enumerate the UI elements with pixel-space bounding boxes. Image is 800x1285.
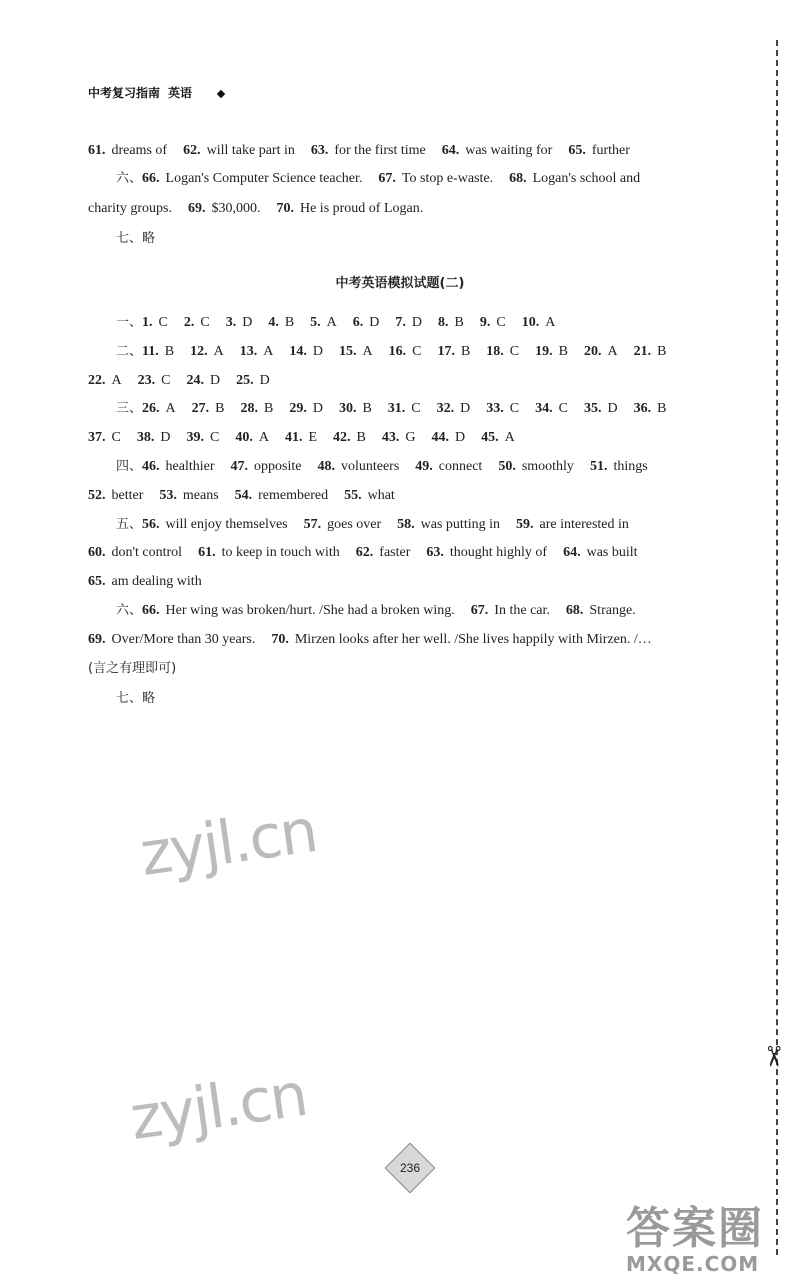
answer-line	[88, 631, 668, 649]
question-number: 13.	[239, 343, 258, 359]
answer-item	[88, 632, 255, 647]
answer-line-66-68	[116, 170, 656, 188]
answer-text: better	[111, 487, 144, 503]
answer-line	[116, 516, 645, 534]
question-number: 26.	[142, 401, 160, 417]
answer-text: A	[362, 343, 373, 359]
answer-text: To stop e-waste.	[401, 171, 494, 186]
answer-text: was built	[586, 545, 638, 561]
answer-text: C	[200, 315, 210, 330]
answer-text: In the car.	[494, 603, 550, 618]
question-number: 51.	[589, 459, 608, 474]
answer-item	[415, 459, 482, 474]
question-number: 48.	[317, 459, 335, 474]
question-number: 66.	[142, 603, 160, 618]
answer-text: am dealing with	[111, 574, 202, 590]
question-number: 55.	[344, 487, 362, 503]
section-label: 五、	[116, 516, 143, 532]
answer-item	[310, 315, 337, 330]
answer-text: C	[411, 401, 421, 417]
question-number: 67.	[378, 171, 396, 186]
answer-item	[235, 430, 269, 445]
question-number: 59.	[516, 516, 534, 532]
answer-item	[235, 488, 328, 503]
answer-item	[183, 143, 295, 158]
answer-text: B	[215, 401, 225, 417]
answer-text: don't control	[111, 545, 183, 561]
answer-text: Mirzen looks after her well. /She lives happily with Mirzen. /…	[294, 631, 652, 647]
answer-line	[116, 343, 682, 361]
answer-item	[388, 401, 421, 416]
section-label: 一、	[116, 315, 143, 330]
section-label: 四、	[116, 459, 143, 474]
question-number: 36.	[633, 401, 652, 417]
question-number: 54.	[234, 487, 253, 503]
answer-text: C	[161, 372, 171, 388]
answer-text: Over/More than 30 years.	[111, 631, 256, 647]
question-number: 29.	[289, 401, 307, 417]
answer-item	[236, 373, 270, 388]
answer-text: C	[209, 430, 220, 446]
answer-text: A	[213, 343, 224, 359]
answer-item	[186, 373, 220, 388]
answer-text: D	[312, 401, 323, 417]
question-number: 61.	[198, 545, 216, 561]
answer-text: B	[657, 343, 667, 359]
answer-line	[88, 487, 411, 505]
question-number: 65.	[88, 574, 106, 590]
question-number: 37.	[88, 430, 106, 446]
answer-text: C	[509, 401, 520, 417]
question-number: 33.	[486, 401, 504, 417]
question-number: 49.	[415, 459, 433, 474]
answer-item	[486, 401, 519, 416]
answer-item	[353, 315, 380, 330]
section-label: 六、	[116, 171, 143, 186]
answer-item	[271, 632, 651, 647]
answer-item	[438, 315, 464, 330]
answer-text: was waiting for	[465, 143, 553, 158]
question-number: 24.	[186, 372, 204, 388]
question-number: 20.	[583, 343, 602, 359]
answer-text: D	[411, 315, 423, 330]
answer-item	[311, 143, 426, 158]
question-number: 10.	[521, 315, 540, 330]
question-number: 4.	[268, 315, 279, 330]
answer-text: connect	[438, 459, 483, 474]
stamp-url: MXQE.COM	[626, 1252, 760, 1276]
watermark: zyjl.cn	[135, 796, 321, 890]
scissors-icon: ✂	[757, 1044, 791, 1069]
question-number: 6.	[352, 315, 364, 330]
answer-item	[471, 603, 550, 618]
question-number: 46.	[142, 459, 160, 474]
answer-item	[566, 603, 636, 618]
answer-text: volunteers	[340, 459, 400, 474]
answer-text: B	[356, 430, 366, 446]
note-reasonable: (言之有理即可)	[88, 661, 177, 676]
watermark-2: zyjl.cn	[125, 1060, 311, 1154]
answer-text: E	[308, 430, 317, 446]
answer-text: will enjoy themselves	[165, 516, 288, 532]
answer-item	[159, 488, 218, 503]
question-number: 34.	[535, 401, 553, 417]
answer-text: things	[613, 459, 648, 474]
answer-text: B	[263, 401, 274, 417]
answer-item	[88, 574, 202, 589]
question-number: 56.	[142, 516, 160, 532]
answer-text: Her wing was broken/hurt. /She had a broken wing.	[165, 603, 455, 618]
answer-text: Logan's school and	[532, 171, 641, 186]
answer-item	[516, 517, 629, 532]
question-number: 27.	[191, 401, 210, 417]
diamond-icon	[217, 90, 225, 98]
answer-line	[88, 544, 654, 562]
answer-item	[268, 315, 294, 330]
question-number: 53.	[159, 487, 177, 503]
question-number: 1.	[142, 315, 153, 330]
answer-item	[88, 143, 167, 158]
question-number: 35.	[583, 401, 602, 417]
question-number: 38.	[136, 430, 155, 446]
answer-item	[584, 401, 618, 416]
answer-item	[344, 488, 395, 503]
question-number: 14.	[289, 343, 307, 359]
question-number: 32.	[436, 401, 455, 417]
answer-item	[481, 430, 515, 445]
question-number: 69.	[88, 631, 106, 647]
answer-item	[317, 459, 399, 474]
answer-text: A	[545, 315, 556, 330]
answer-item	[142, 517, 288, 532]
answer-text: C	[496, 315, 506, 330]
answer-item	[356, 545, 411, 560]
answer-text: D	[242, 315, 253, 330]
answer-item	[389, 344, 422, 359]
answer-item	[426, 545, 547, 560]
answer-line	[88, 573, 218, 591]
answer-item	[437, 401, 471, 416]
question-number: 43.	[381, 430, 400, 446]
answer-item	[634, 401, 667, 416]
answer-text: what	[367, 487, 395, 503]
answer-item	[563, 545, 637, 560]
answer-item	[498, 459, 574, 474]
answer-line	[116, 400, 682, 418]
question-number: 16.	[388, 343, 407, 359]
answer-item	[285, 430, 317, 445]
section-label: 三、	[116, 401, 143, 417]
answer-text: remembered	[258, 487, 329, 503]
exam-title: 中考英语模拟试题(二)	[335, 276, 465, 291]
answer-line	[116, 314, 571, 332]
answer-item	[88, 373, 122, 388]
answer-line-61-65	[88, 142, 646, 160]
running-header	[88, 84, 192, 101]
answer-line	[88, 372, 286, 390]
answer-text: faster	[379, 545, 411, 561]
answer-line	[116, 458, 664, 476]
answer-text: opposite	[254, 459, 302, 474]
question-number: 50.	[498, 459, 516, 474]
answer-item	[88, 430, 121, 445]
answer-text: B	[657, 401, 667, 417]
question-number: 40.	[235, 430, 253, 446]
question-number: 39.	[186, 430, 204, 446]
question-number: 23.	[137, 372, 156, 388]
answer-item	[142, 171, 362, 186]
answer-text: are interested in	[539, 516, 629, 532]
answer-text: D	[259, 372, 270, 388]
answer-text: dreams of	[111, 143, 168, 158]
answer-item	[138, 373, 171, 388]
question-number: 57.	[303, 516, 322, 532]
question-number: 68.	[509, 171, 527, 186]
answer-text: goes over	[327, 516, 382, 532]
answer-text: D	[160, 430, 171, 446]
question-number: 69.	[187, 201, 206, 216]
question-number: 63.	[310, 143, 329, 158]
question-number: 31.	[387, 401, 406, 417]
answer-text: means	[182, 487, 219, 503]
answer-item	[509, 171, 640, 186]
answer-item	[192, 401, 225, 416]
answer-text: D	[369, 315, 380, 330]
answer-item	[289, 401, 323, 416]
page-number-badge	[385, 1143, 436, 1194]
answer-line-69-70	[88, 200, 439, 218]
answer-text: G	[405, 430, 416, 446]
answer-item	[431, 430, 465, 445]
question-number: 18.	[486, 343, 504, 359]
answer-item	[289, 344, 323, 359]
answer-text: thought highly of	[449, 545, 548, 561]
question-number: 65.	[568, 143, 586, 158]
answer-text: further	[591, 143, 630, 158]
question-number: 47.	[230, 459, 248, 474]
answer-text: C	[558, 401, 568, 417]
question-number: 30.	[338, 401, 357, 417]
question-number: 66.	[142, 171, 160, 186]
answer-item	[184, 315, 210, 330]
answer-item	[442, 143, 553, 158]
question-number: 42.	[333, 430, 351, 446]
question-number: 58.	[397, 516, 415, 532]
answer-text: A	[111, 372, 122, 388]
question-number: 5.	[310, 315, 321, 330]
answer-text: C	[158, 315, 168, 330]
answer-text: Strange.	[589, 603, 636, 618]
answer-item	[382, 430, 416, 445]
answer-item	[584, 344, 618, 359]
answer-text: B	[460, 343, 471, 359]
answer-text: D	[209, 372, 221, 388]
answer-text: will take part in	[206, 143, 295, 158]
answer-item	[634, 344, 667, 359]
question-number: 45.	[481, 430, 499, 446]
answer-text: $30,000.	[211, 201, 261, 216]
answer-text: A	[607, 343, 618, 359]
question-number: 70.	[271, 631, 289, 647]
answer-text: A	[263, 343, 274, 359]
answer-item	[88, 545, 182, 560]
answer-item	[142, 315, 168, 330]
answer-item	[339, 344, 373, 359]
answer-item	[142, 344, 174, 359]
question-number: 12.	[190, 343, 208, 359]
answer-item	[142, 603, 455, 618]
section-7-omitted: 七、略	[116, 231, 156, 246]
question-number: 21.	[633, 343, 652, 359]
question-number: 68.	[565, 603, 584, 618]
answer-text: B	[362, 401, 372, 417]
answer-text: A	[326, 315, 337, 330]
question-number: 70.	[276, 201, 294, 216]
answer-item	[590, 459, 648, 474]
question-number: 3.	[225, 315, 237, 330]
cut-line	[776, 40, 778, 1255]
answer-item	[142, 459, 214, 474]
question-number: 25.	[236, 372, 254, 388]
answer-item	[397, 517, 500, 532]
subject-label: 英语	[168, 86, 193, 100]
answer-item	[333, 430, 366, 445]
answer-item	[378, 171, 493, 186]
answer-item	[88, 201, 172, 216]
question-number: 62.	[183, 143, 201, 158]
answer-line	[88, 429, 531, 447]
answer-text: D	[607, 401, 618, 417]
answer-item	[142, 401, 176, 416]
answer-line	[116, 602, 652, 620]
answer-text: A	[504, 430, 515, 446]
question-number: 67.	[470, 603, 489, 618]
question-number: 17.	[437, 343, 455, 359]
section-7-omitted-2: 七、略	[116, 691, 156, 706]
answer-text: D	[460, 401, 471, 417]
question-number: 15.	[338, 343, 357, 359]
question-number: 2.	[183, 315, 195, 330]
section-label: 六、	[116, 603, 143, 618]
question-number: 7.	[395, 315, 406, 330]
answer-text: A	[258, 430, 269, 446]
question-number: 9.	[479, 315, 491, 330]
question-number: 28.	[240, 401, 258, 417]
answer-text: C	[111, 430, 121, 446]
answer-text: C	[509, 343, 520, 359]
question-number: 60.	[88, 545, 106, 561]
answer-text: C	[412, 343, 422, 359]
answer-item	[188, 201, 261, 216]
question-number: 52.	[88, 487, 106, 503]
answer-text: to keep in touch with	[221, 545, 340, 561]
answer-item	[395, 315, 422, 330]
answer-text: B	[284, 315, 295, 330]
answer-item	[522, 315, 556, 330]
question-number: 19.	[535, 343, 553, 359]
answer-text: healthier	[165, 459, 215, 474]
answer-text: smoothly	[521, 459, 574, 474]
question-number: 63.	[426, 545, 444, 561]
answer-text: B	[164, 343, 175, 359]
answer-text: Logan's Computer Science teacher.	[165, 171, 363, 186]
answer-item	[240, 401, 273, 416]
answer-item	[339, 401, 372, 416]
question-number: 11.	[142, 343, 159, 359]
answer-item	[88, 488, 143, 503]
page-number: 236	[399, 1161, 421, 1175]
question-number: 22.	[88, 372, 106, 388]
stamp-text: 答案圈	[626, 1203, 764, 1254]
answer-item	[480, 315, 506, 330]
answer-item	[198, 545, 340, 560]
section-label: 二、	[116, 343, 143, 359]
answer-item	[240, 344, 274, 359]
book-title: 中考复习指南	[88, 86, 161, 100]
answer-item	[190, 344, 224, 359]
answer-item	[304, 517, 382, 532]
question-number: 64.	[563, 545, 581, 561]
answer-text: was putting in	[420, 516, 500, 532]
question-number: 64.	[441, 143, 460, 158]
answer-text: B	[558, 343, 568, 359]
answer-text: for the first time	[334, 143, 426, 158]
answer-item	[186, 430, 219, 445]
site-stamp	[626, 1192, 764, 1276]
answer-text: He is proud of Logan.	[299, 201, 424, 216]
question-number: 62.	[355, 545, 374, 561]
answer-item	[231, 459, 302, 474]
answer-item	[568, 143, 630, 158]
answer-item	[226, 315, 253, 330]
answer-text: B	[454, 315, 464, 330]
answer-text: D	[454, 430, 466, 446]
question-number: 41.	[284, 430, 303, 446]
answer-item	[535, 344, 568, 359]
answer-item	[486, 344, 519, 359]
answer-item	[137, 430, 171, 445]
answer-item	[437, 344, 470, 359]
question-number: 61.	[88, 143, 106, 158]
question-number: 8.	[438, 315, 449, 330]
question-number: 44.	[431, 430, 449, 446]
answer-text: charity groups.	[88, 201, 172, 216]
answer-item	[276, 201, 423, 216]
answer-text: A	[165, 401, 176, 417]
answer-item	[535, 401, 568, 416]
answer-text: D	[312, 343, 323, 359]
